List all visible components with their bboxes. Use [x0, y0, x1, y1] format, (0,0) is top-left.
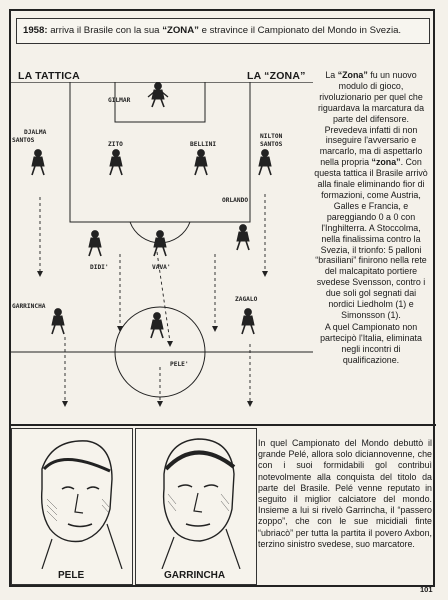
label-didi: DIDI': [90, 264, 109, 271]
player-nilton-figure: [259, 150, 271, 175]
player-djalma-figure: [32, 150, 44, 175]
zona-title: LA “ZONA”: [247, 70, 306, 82]
label-garrincha: GARRINCHA: [12, 303, 46, 310]
zona-description: [314, 70, 428, 366]
label-pele: PELE': [170, 361, 189, 368]
label-orlando: ORLANDO: [222, 197, 249, 204]
tactics-title: LA TATTICA: [18, 70, 80, 82]
label-zito: ZITO: [108, 141, 123, 148]
label-zagalo: ZAGALO: [235, 296, 258, 303]
headline-box: [16, 18, 430, 44]
pele-portrait: [11, 428, 133, 585]
label-gilmar: GILMAR: [108, 97, 131, 104]
player-orlando-figure: [237, 225, 249, 250]
zona-paragraph-1: [314, 70, 428, 321]
player-bellini-figure: [195, 150, 207, 175]
zona-paragraph-2: A quel Campionato non partecipò l'Italia, eliminata negli incontri di qualificazione.: [320, 321, 422, 365]
caption-pele: PELE: [58, 570, 85, 581]
zona-text-mid: fu un nuovo modulo di gioco, rivoluzionario per quel che riguardava la marcatura da parte del difensore. Prevedeva infatti di non inseguire l'avversario e marcarlo, ma di aspettarlo nella propria: [317, 70, 425, 168]
label-nilton: NILTON SANTOS: [260, 133, 283, 148]
label-djalma: DJALMA SANTOS: [12, 129, 47, 144]
zona-word-2: “zona”: [371, 157, 401, 168]
caption-garrincha: GARRINCHA: [164, 570, 226, 581]
player-pele-figure: [151, 313, 163, 338]
zona-text-pre: La: [325, 70, 338, 80]
tactics-diagram: [10, 82, 313, 422]
garrincha-sketch-icon: [136, 429, 256, 569]
headline-text-2: e stravince il Campionato del Mondo in Svezia.: [198, 25, 402, 36]
debut-paragraph: In quel Campionato del Mondo debuttò il grande Pelé, allora solo diciannovenne, che con i suoi formidabili gol contribuì notevolmente alla conquista del titolo da parte del Brasile. Pelé venne reputato in seguito il miglior calciatore del mondo. Insieme a lui si rivelò Garrincha, il “passero zoppo”, che con le sue micidiali finte “ubriacò” per tutta la partita il povero Axbon, terzino sinistro svedese, suo marcatore.: [258, 438, 432, 549]
zona-word: “Zona”: [337, 70, 368, 80]
player-vava-figure: [154, 231, 166, 256]
player-zagalo-figure: [242, 309, 254, 334]
player-garrincha-figure: [52, 309, 64, 334]
label-bellini: BELLINI: [190, 141, 217, 148]
player-zito-figure: [110, 150, 122, 175]
player-didi-figure: [89, 231, 101, 256]
section-divider: [10, 424, 436, 426]
label-vava: VAVA': [152, 264, 171, 271]
zona-text-end: . Con questa tattica il Brasile arrivò alla finale eliminando fior di formazioni, come Austria, Galles e Francia, e pareggiando 0 a 0 con l'Inghilterra. A Stoccolma, nella finalissima contro la Svezia, il trionfo: 5 palloni “brasiliani” finirono nella rete del malcapitato portiere svedese Svensson, contro i due soli gol segnati dai nordici Liedholm (1) e Simonsson (1).: [314, 157, 428, 320]
pele-sketch-icon: [12, 429, 132, 569]
player-gilmar-figure: [148, 83, 168, 107]
headline-text-1: arriva il Brasile con la sua: [47, 25, 163, 36]
page-number: 101: [420, 585, 433, 594]
garrincha-portrait: [135, 428, 257, 585]
headline-year: 1958:: [23, 25, 48, 36]
headline-zona: “ZONA”: [162, 25, 199, 36]
